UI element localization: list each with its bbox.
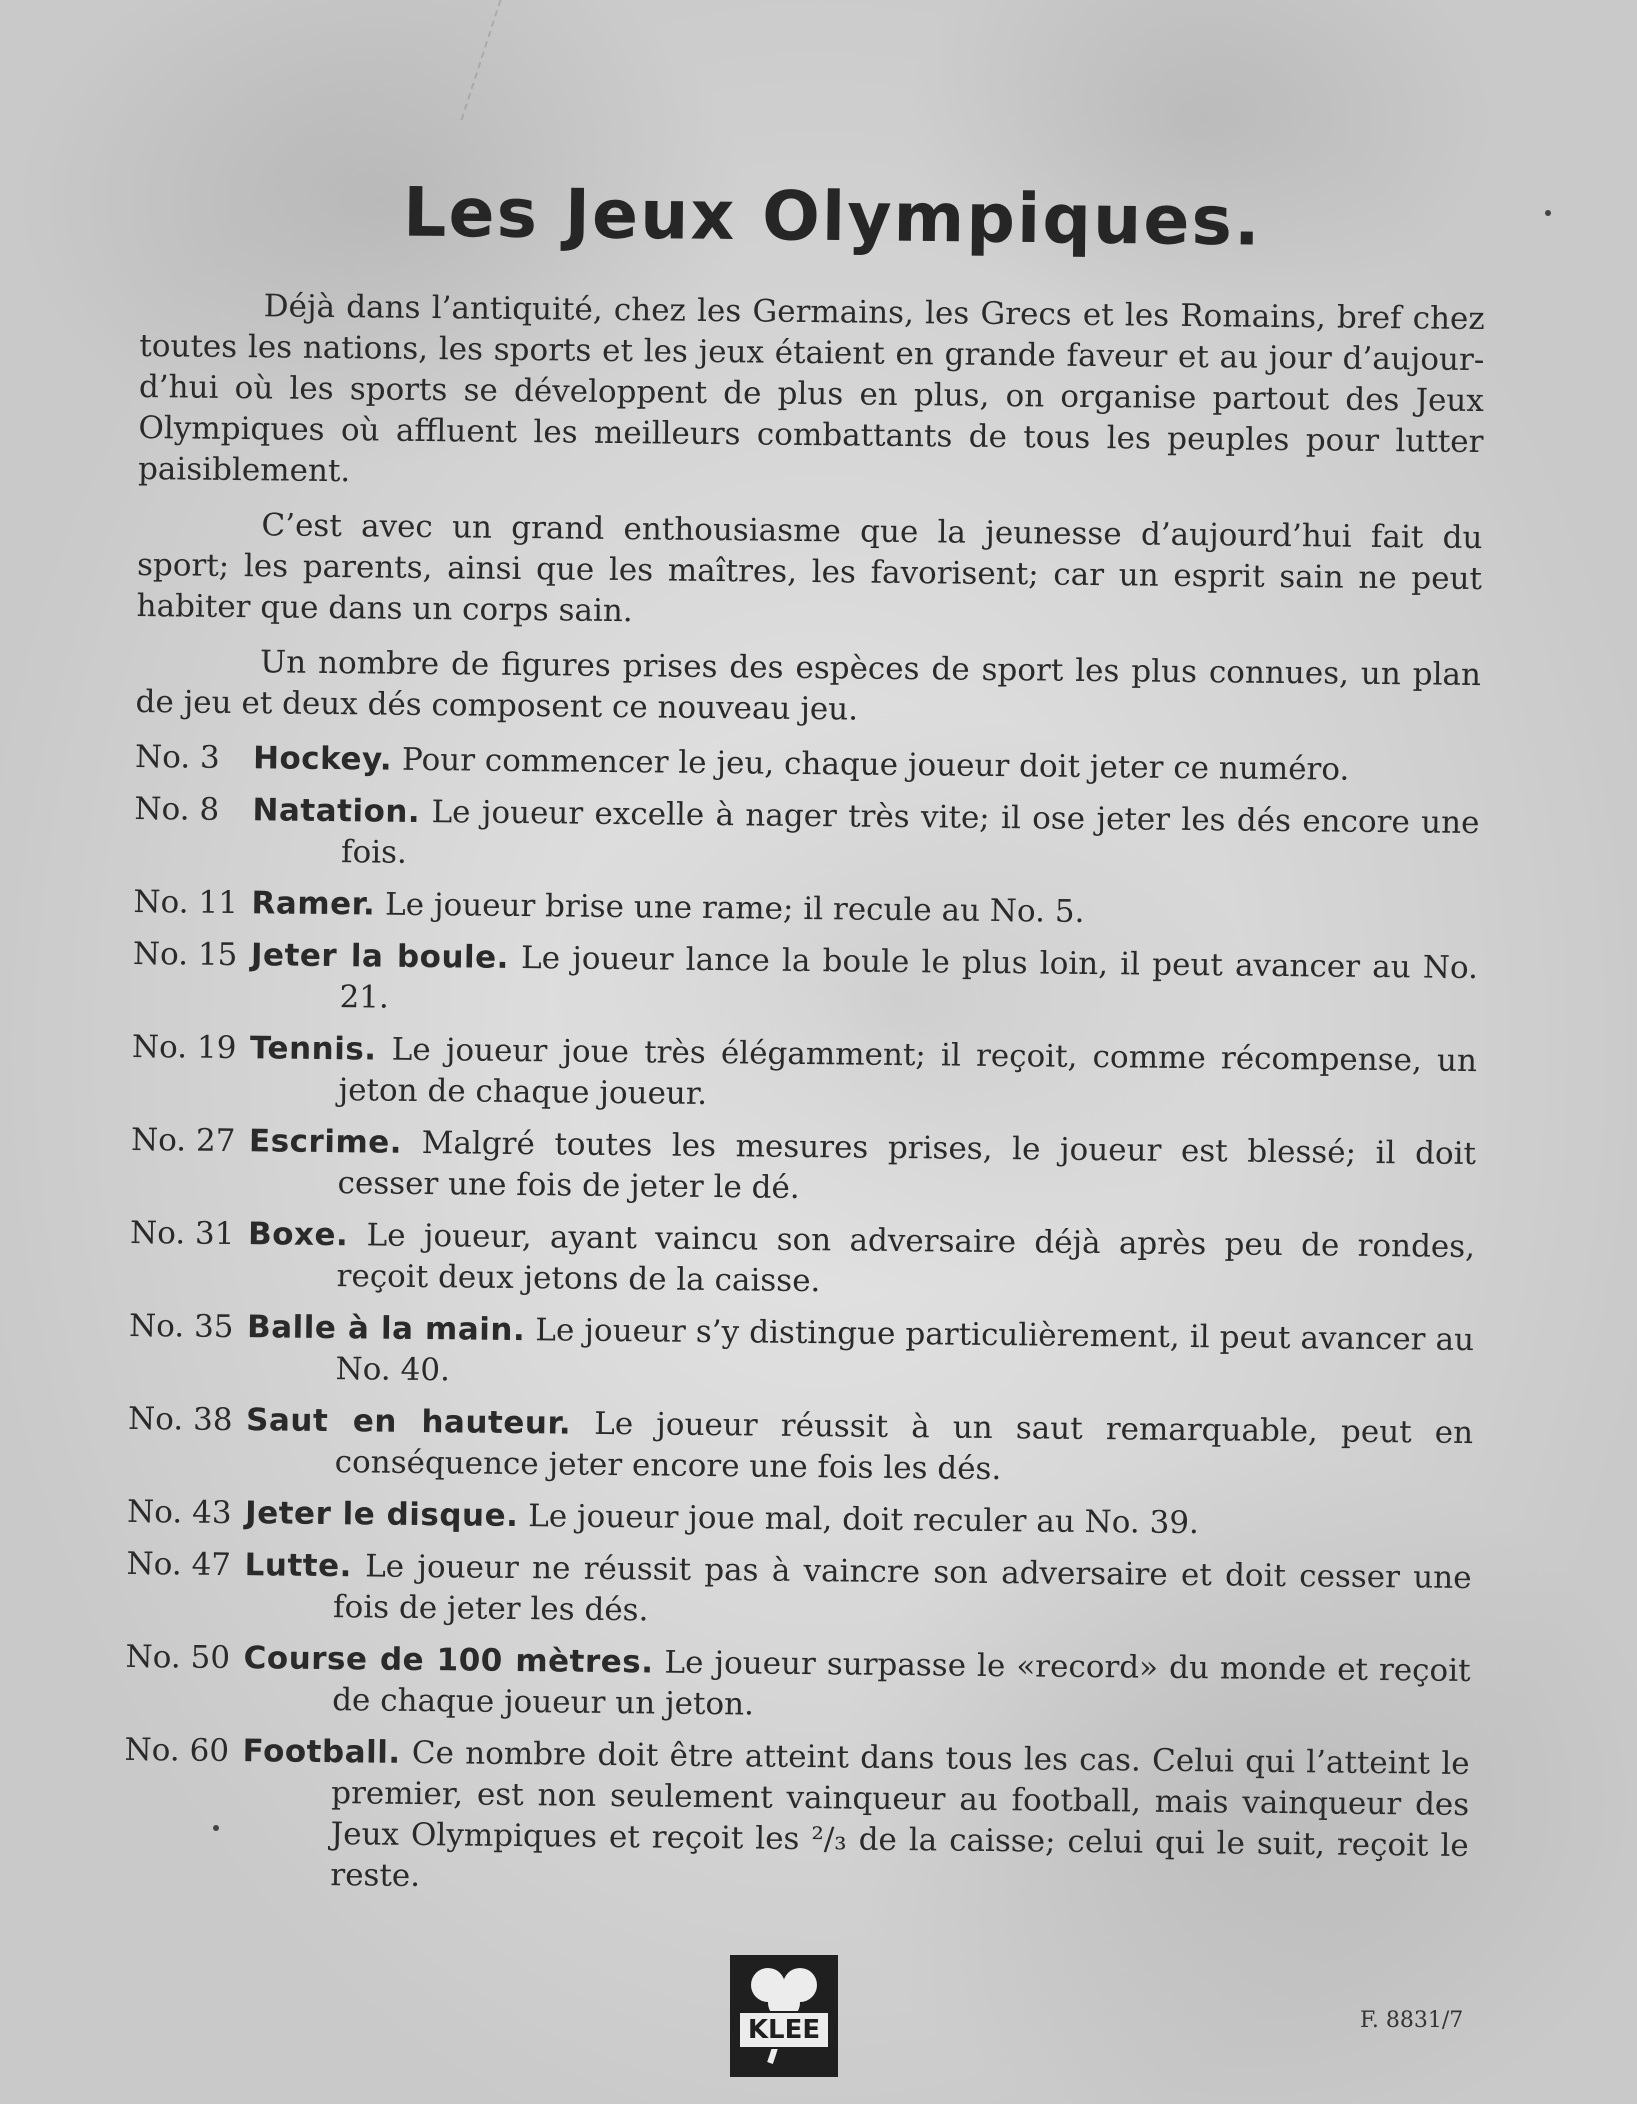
rule-number: No. 60 [124, 1731, 230, 1770]
rule-number: No. 3 [134, 738, 220, 776]
rule-name: Balle à la main. [246, 1309, 526, 1349]
rule-text: Le joueur ne réussit pas à vaincre son adversaire et doit cesser une fois de jeter les dés. [332, 1548, 1472, 1629]
rule-item [134, 789, 1480, 885]
rule-body [245, 1493, 1472, 1547]
rule-item [127, 1399, 1473, 1495]
rule-number: No. 8 [134, 790, 220, 828]
rule-name: Ramer. [251, 885, 376, 923]
rule-body [245, 1400, 1473, 1495]
rule-item [132, 934, 1478, 1030]
rule-text: Le joueur excelle à nager très vite; il ose jeter les dés encore une fois. [340, 794, 1480, 871]
rule-text: Malgré toutes les mesures prises, le joueur est blessé; il doit cesser une fois de jeter le dé. [337, 1124, 1477, 1206]
rule-item [126, 1544, 1472, 1640]
rule-text: Le joueur lance la boule le plus loin, il peut avancer au No. 21. [339, 940, 1479, 1016]
rule-number: No. 43 [126, 1493, 232, 1532]
rule-name: Saut en hauteur. [245, 1402, 572, 1442]
rule-number: No. 31 [129, 1214, 235, 1253]
rule-body [241, 1731, 1470, 1908]
document-body [123, 285, 1485, 1919]
rule-name: Escrime. [248, 1123, 403, 1161]
rule-name: Boxe. [247, 1216, 349, 1254]
page-title: Les Jeux Olympiques. [402, 173, 1263, 262]
rule-body [243, 1638, 1471, 1733]
rule-text: Le joueur réussit à un saut remarquable, peut en conséquence jeter encore une fois les dés. [334, 1405, 1474, 1488]
rules-list [123, 737, 1480, 1908]
rule-name: Hockey. [252, 740, 393, 778]
paper-tear [461, 0, 592, 120]
rule-item [127, 1492, 1472, 1547]
rule-text: Le joueur brise une rame; il recule au No. 5. [384, 886, 1085, 930]
rule-number: No. 35 [128, 1307, 234, 1346]
rule-number: No. 19 [131, 1028, 237, 1067]
rule-item [130, 1120, 1476, 1216]
catalog-code: F. 8831/7 [1360, 2008, 1464, 2033]
intro-paragraph: Un nombre de figures prises des espèces de sport les plus connues, un plan de jeu et deux dés composent ce nouveau jeu. [135, 644, 1482, 728]
rule-item [123, 1730, 1470, 1908]
rule-item [135, 737, 1480, 792]
rule-name: Jeter la boule. [250, 937, 510, 976]
rule-name: Course de 100 mètres. [243, 1640, 654, 1681]
rule-body [248, 1121, 1476, 1216]
logo-text: KLEE [738, 2011, 830, 2049]
rule-number: No. 27 [130, 1121, 236, 1160]
rule-item [133, 882, 1478, 937]
rule-number: No. 15 [132, 935, 238, 974]
rule-name: Tennis. [249, 1030, 377, 1068]
intro-paragraph: C’est avec un grand enthousiasme que la jeunesse d’aujourd’hui fait du sport; les parents, ainsi que les maîtres, les favorisent; car un esprit sain ne peut habiter que dans un corps sain. [136, 507, 1483, 630]
intro-paragraph: Déjà dans l’antiquité, chez les Germains, les Grecs et les Romains, bref chez toutes les nations, les sports et les jeux étaient en grande faveur et au jour d’aujour-d’hui où les sports se développent de plus en plus, on organise partout des Jeux Olympiques où affluent les meilleurs combattants de tous les peuples pour lutter paisiblement. [137, 288, 1485, 490]
rule-item [129, 1213, 1475, 1309]
rule-body [244, 1545, 1472, 1640]
klee-logo [730, 1955, 838, 2077]
rule-name: Jeter le disque. [244, 1495, 519, 1535]
rule-body [250, 935, 1478, 1030]
rule-body [246, 1307, 1474, 1402]
rule-body [251, 883, 1478, 937]
rule-text: Ce nombre doit être atteint dans tous les cas. Celui qui l’atteint le premier, est non seulement vainqueur au football, mais vainqueur des Jeux Olympiques et reçoit les ²/₃ de la caisse; celui qui le suit, reçoit le reste. [330, 1734, 1470, 1895]
rule-name: Natation. [252, 792, 421, 830]
rule-text: Le joueur joue mal, doit reculer au No. 39. [528, 1498, 1200, 1542]
rule-number: No. 50 [125, 1638, 231, 1677]
rule-text: Le joueur s’y distingue particulièrement, il peut avancer au No. 40. [335, 1312, 1475, 1389]
rule-number: No. 38 [127, 1400, 233, 1439]
rule-text: Le joueur, ayant vaincu son adversaire déjà après peu de rondes, reçoit deux jetons de la caisse. [336, 1217, 1476, 1300]
rule-number: No. 11 [133, 883, 239, 922]
rule-body [252, 790, 1480, 885]
rule-body [247, 1214, 1475, 1309]
rule-item [125, 1637, 1471, 1733]
rule-item [131, 1027, 1477, 1123]
rule-text: Pour commencer le jeu, chaque joueur doit jeter ce numéro. [401, 741, 1350, 788]
rule-text: Le joueur surpasse le «record» du monde et reçoit de chaque joueur un jeton. [332, 1644, 1471, 1723]
rule-body [253, 738, 1480, 792]
rule-text: Le joueur joue très élégamment; il reçoit, comme récompense, un jeton de chaque joueur. [338, 1031, 1478, 1112]
rule-name: Lutte. [244, 1547, 353, 1585]
rule-number: No. 47 [126, 1545, 232, 1584]
rule-item [128, 1306, 1474, 1402]
rule-body [249, 1028, 1477, 1123]
rule-name: Football. [242, 1733, 401, 1771]
